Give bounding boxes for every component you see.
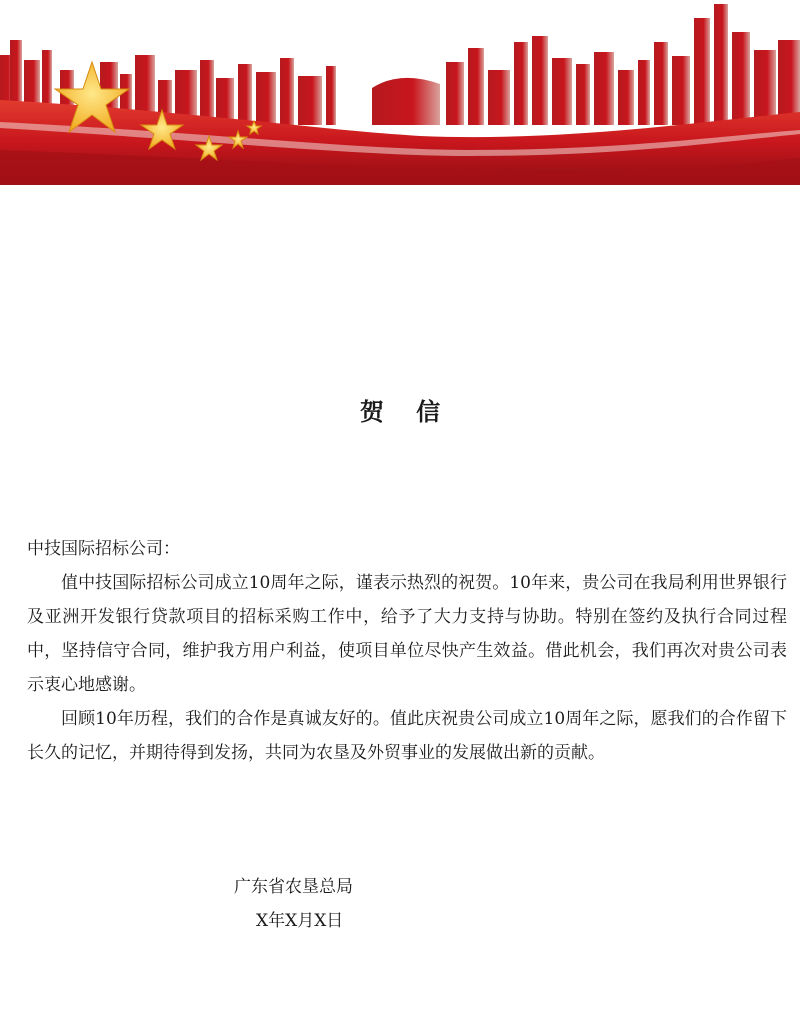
letter-title: 贺 信 [359,397,453,426]
skyline-stars-banner-image [0,0,800,185]
letter-salutation: 中技国际招标公司： [27,539,180,559]
city-skyline [0,4,800,125]
header-banner [0,0,800,185]
signature-date: X年X月X日 [256,911,344,931]
letter-paragraph: 值中技国际招标公司成立10周年之际，谨表示热烈的祝贺。10年来，贵公司在我局利用世界银行及亚洲开发银行贷款项目的招标采购工作中，给予了大力支持与协助。特别在签约及执行合同过程中，坚持信守合同，维护我方用户利益，使项目单位尽快产生效益。借此机会，我们再次对贵公司表示衷心地感谢。 [27,573,787,695]
letter-paragraph: 回顾10年历程，我们的合作是真诚友好的。值此庆祝贵公司成立10周年之际，愿我们的合作留下长久的记忆，并期待得到发扬，共同为农垦及外贸事业的发展做出新的贡献。 [27,709,787,763]
signer-name: 广东省农垦总局 [234,877,353,897]
letter-body [27,532,787,770]
signature-block [234,870,353,938]
